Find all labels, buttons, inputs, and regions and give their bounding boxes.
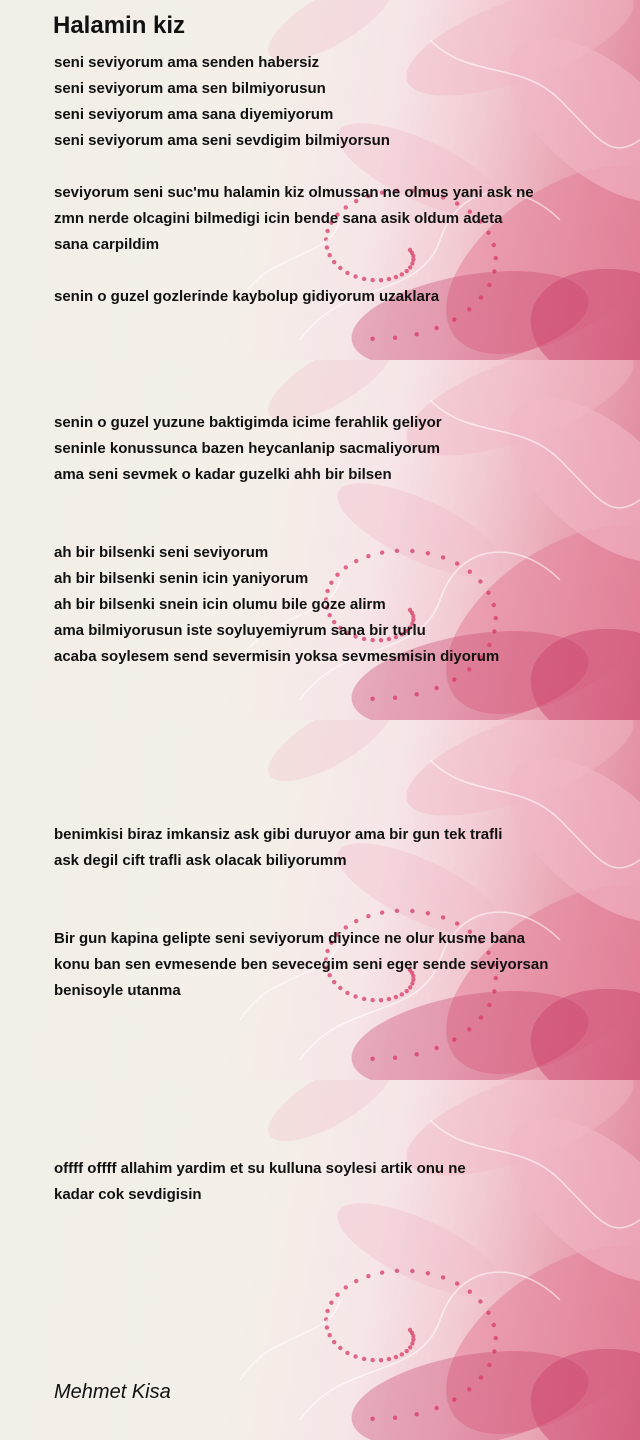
swirl-dot: [415, 1052, 419, 1056]
swirl-dot: [467, 1027, 471, 1031]
swirl-dot: [452, 1037, 456, 1041]
floral-background-tile: [0, 720, 640, 1080]
poem-stanza: [54, 540, 614, 670]
swirl-dot: [395, 909, 399, 913]
swirl-dot: [332, 260, 336, 264]
swirl-dot: [325, 1325, 329, 1329]
swirl-dot: [387, 277, 391, 281]
poem-line: senin o guzel yuzune baktigimda icime ferahlik geliyor: [54, 414, 442, 431]
swirl-dot: [410, 909, 414, 913]
swirl-dot: [410, 1269, 414, 1273]
poem-stanza: [54, 926, 614, 1004]
swirl-dot: [434, 686, 438, 690]
swirl-dot: [394, 275, 398, 279]
swirl-dot: [415, 692, 419, 696]
swirl-dot: [455, 1281, 459, 1285]
swirl-dot: [434, 1406, 438, 1410]
swirl-dot: [405, 1349, 409, 1353]
petal-shape: [257, 1080, 403, 1157]
swirl-dot: [452, 677, 456, 681]
poem-line: kadar cok sevdigisin: [54, 1186, 202, 1203]
poem-line: seviyorum seni suc'mu halamin kiz olmussan ne olmus yani ask ne: [54, 184, 534, 201]
poem-line: seni seviyorum ama sen bilmiyorusun: [54, 80, 326, 97]
poem-line: ah bir bilsenki senin icin yaniyorum: [54, 570, 309, 587]
swirl-dot: [353, 1354, 357, 1358]
swirl-dot: [410, 261, 414, 265]
swirl-dot: [393, 696, 397, 700]
poem-line: seni seviyorum ama sana diyemiyorum: [54, 106, 334, 123]
swirl-dot: [441, 915, 445, 919]
swirl-dot: [366, 1274, 370, 1278]
poem-line: seni seviyorum ama seni sevdigim bilmiyorsun: [54, 132, 390, 149]
swirl-dot: [345, 271, 349, 275]
floral-pattern: [0, 720, 640, 1080]
swirl-dot: [370, 1417, 374, 1421]
swirl-dot: [354, 1279, 358, 1283]
swirl-dot: [353, 274, 357, 278]
swirl-dot: [400, 1352, 404, 1356]
swirl-dot: [393, 1416, 397, 1420]
poem-line: zmn nerde olcagini bilmedigi icin bende sana asik oldum adeta: [54, 210, 503, 227]
swirl-dot: [434, 1046, 438, 1050]
poem-line: Bir gun kapina gelipte seni seviyorum diyince ne olur kusme bana: [54, 930, 525, 947]
swirl-dot: [494, 1336, 498, 1340]
swirl-dot: [415, 1412, 419, 1416]
swirl-dot: [332, 1340, 336, 1344]
swirl-dot: [335, 1293, 339, 1297]
poem-line: ah bir bilsenki snein icin olumu bile goze alirm: [54, 596, 386, 613]
poem-line: benisoyle utanma: [54, 982, 181, 999]
swirl-dot: [393, 1056, 397, 1060]
poem-author: Mehmet Kisa: [54, 1381, 171, 1403]
swirl-dot: [492, 1323, 496, 1327]
swirl-dot: [344, 1285, 348, 1289]
swirl-dot: [362, 277, 366, 281]
poem-stanza: [54, 822, 614, 874]
swirl-dot: [426, 911, 430, 915]
swirl-dot: [393, 336, 397, 340]
poem-line: ama bilmiyorusun iste soyluyemiyrum sana bir turlu: [54, 622, 426, 639]
swirl-dot: [370, 1057, 374, 1061]
swirl-dot: [492, 269, 496, 273]
swirl-dot: [426, 1271, 430, 1275]
swirl-dot: [479, 1375, 483, 1379]
swirl-dot: [434, 326, 438, 330]
poem-stanza: [54, 410, 614, 488]
swirl-dot: [400, 272, 404, 276]
swirl-dot: [411, 1338, 415, 1342]
swirl-dot: [379, 278, 383, 282]
curl-line: [240, 1300, 340, 1380]
swirl-dot: [345, 1351, 349, 1355]
swirl-dot: [354, 919, 358, 923]
poem-stanza: [54, 180, 614, 258]
swirl-dot: [366, 914, 370, 918]
swirl-dot: [478, 1299, 482, 1303]
swirl-dot: [415, 332, 419, 336]
poem-line: ah bir bilsenki seni seviyorum: [54, 544, 269, 561]
poem-line: seni seviyorum ama senden habersiz: [54, 54, 320, 71]
swirl-dot: [486, 1311, 490, 1315]
swirl-dot: [410, 1341, 414, 1345]
swirl-dot: [328, 1333, 332, 1337]
poem-title: Halamin kiz: [53, 12, 186, 39]
swirl-dot: [492, 1349, 496, 1353]
swirl-dot: [362, 1357, 366, 1361]
swirl-dot: [370, 697, 374, 701]
swirl-dot: [380, 910, 384, 914]
swirl-dot: [468, 1290, 472, 1294]
swirl-dot: [452, 317, 456, 321]
swirl-dot: [380, 1270, 384, 1274]
swirl-dot: [325, 1309, 329, 1313]
poem-line: konu ban sen evmesende ben sevecegim seni eger sende seviyorsan: [54, 956, 549, 973]
swirl-dot: [371, 278, 375, 282]
poem-line: sana carpildim: [54, 236, 160, 253]
swirl-dot: [408, 1345, 412, 1349]
poem-line: acaba soylesem send severmisin yoksa sevmesmisin diyorum: [54, 648, 500, 665]
swirl-dot: [411, 258, 415, 262]
swirl-dot: [371, 1358, 375, 1362]
swirl-dot: [405, 269, 409, 273]
swirl-dot: [441, 1275, 445, 1279]
swirl-dot: [487, 1363, 491, 1367]
poem-stanza: [54, 50, 614, 154]
poem-line: offff offff allahim yardim et su kulluna soylesi artik onu ne: [54, 1160, 466, 1177]
poem-line: ama seni sevmek o kadar guzelki ahh bir bilsen: [54, 466, 392, 483]
swirl-dot: [467, 1387, 471, 1391]
swirl-dot: [329, 1301, 333, 1305]
poem-line: ask degil cift trafli ask olacak biliyorumm: [54, 852, 347, 869]
poem-line: senin o guzel gozlerinde kaybolup gidiyorum uzaklara: [54, 288, 440, 305]
swirl-dot: [379, 1358, 383, 1362]
swirl-dot: [338, 266, 342, 270]
swirl-dot: [338, 1346, 342, 1350]
swirl-dot: [408, 265, 412, 269]
swirl-dot: [395, 1269, 399, 1273]
swirl-dot: [452, 1397, 456, 1401]
petal-shape: [257, 720, 403, 797]
poem-line: benimkisi biraz imkansiz ask gibi duruyor ama bir gun tek trafli: [54, 826, 503, 843]
poem-stanza: [54, 1156, 614, 1208]
swirl-dot: [370, 337, 374, 341]
poem-line: seninle konussunca bazen heycanlanip sacmaliyorum: [54, 440, 440, 457]
swirl-dot: [387, 1357, 391, 1361]
poem-stanza: [54, 284, 614, 310]
swirl-dot: [394, 1355, 398, 1359]
swirl-dot: [479, 1015, 483, 1019]
